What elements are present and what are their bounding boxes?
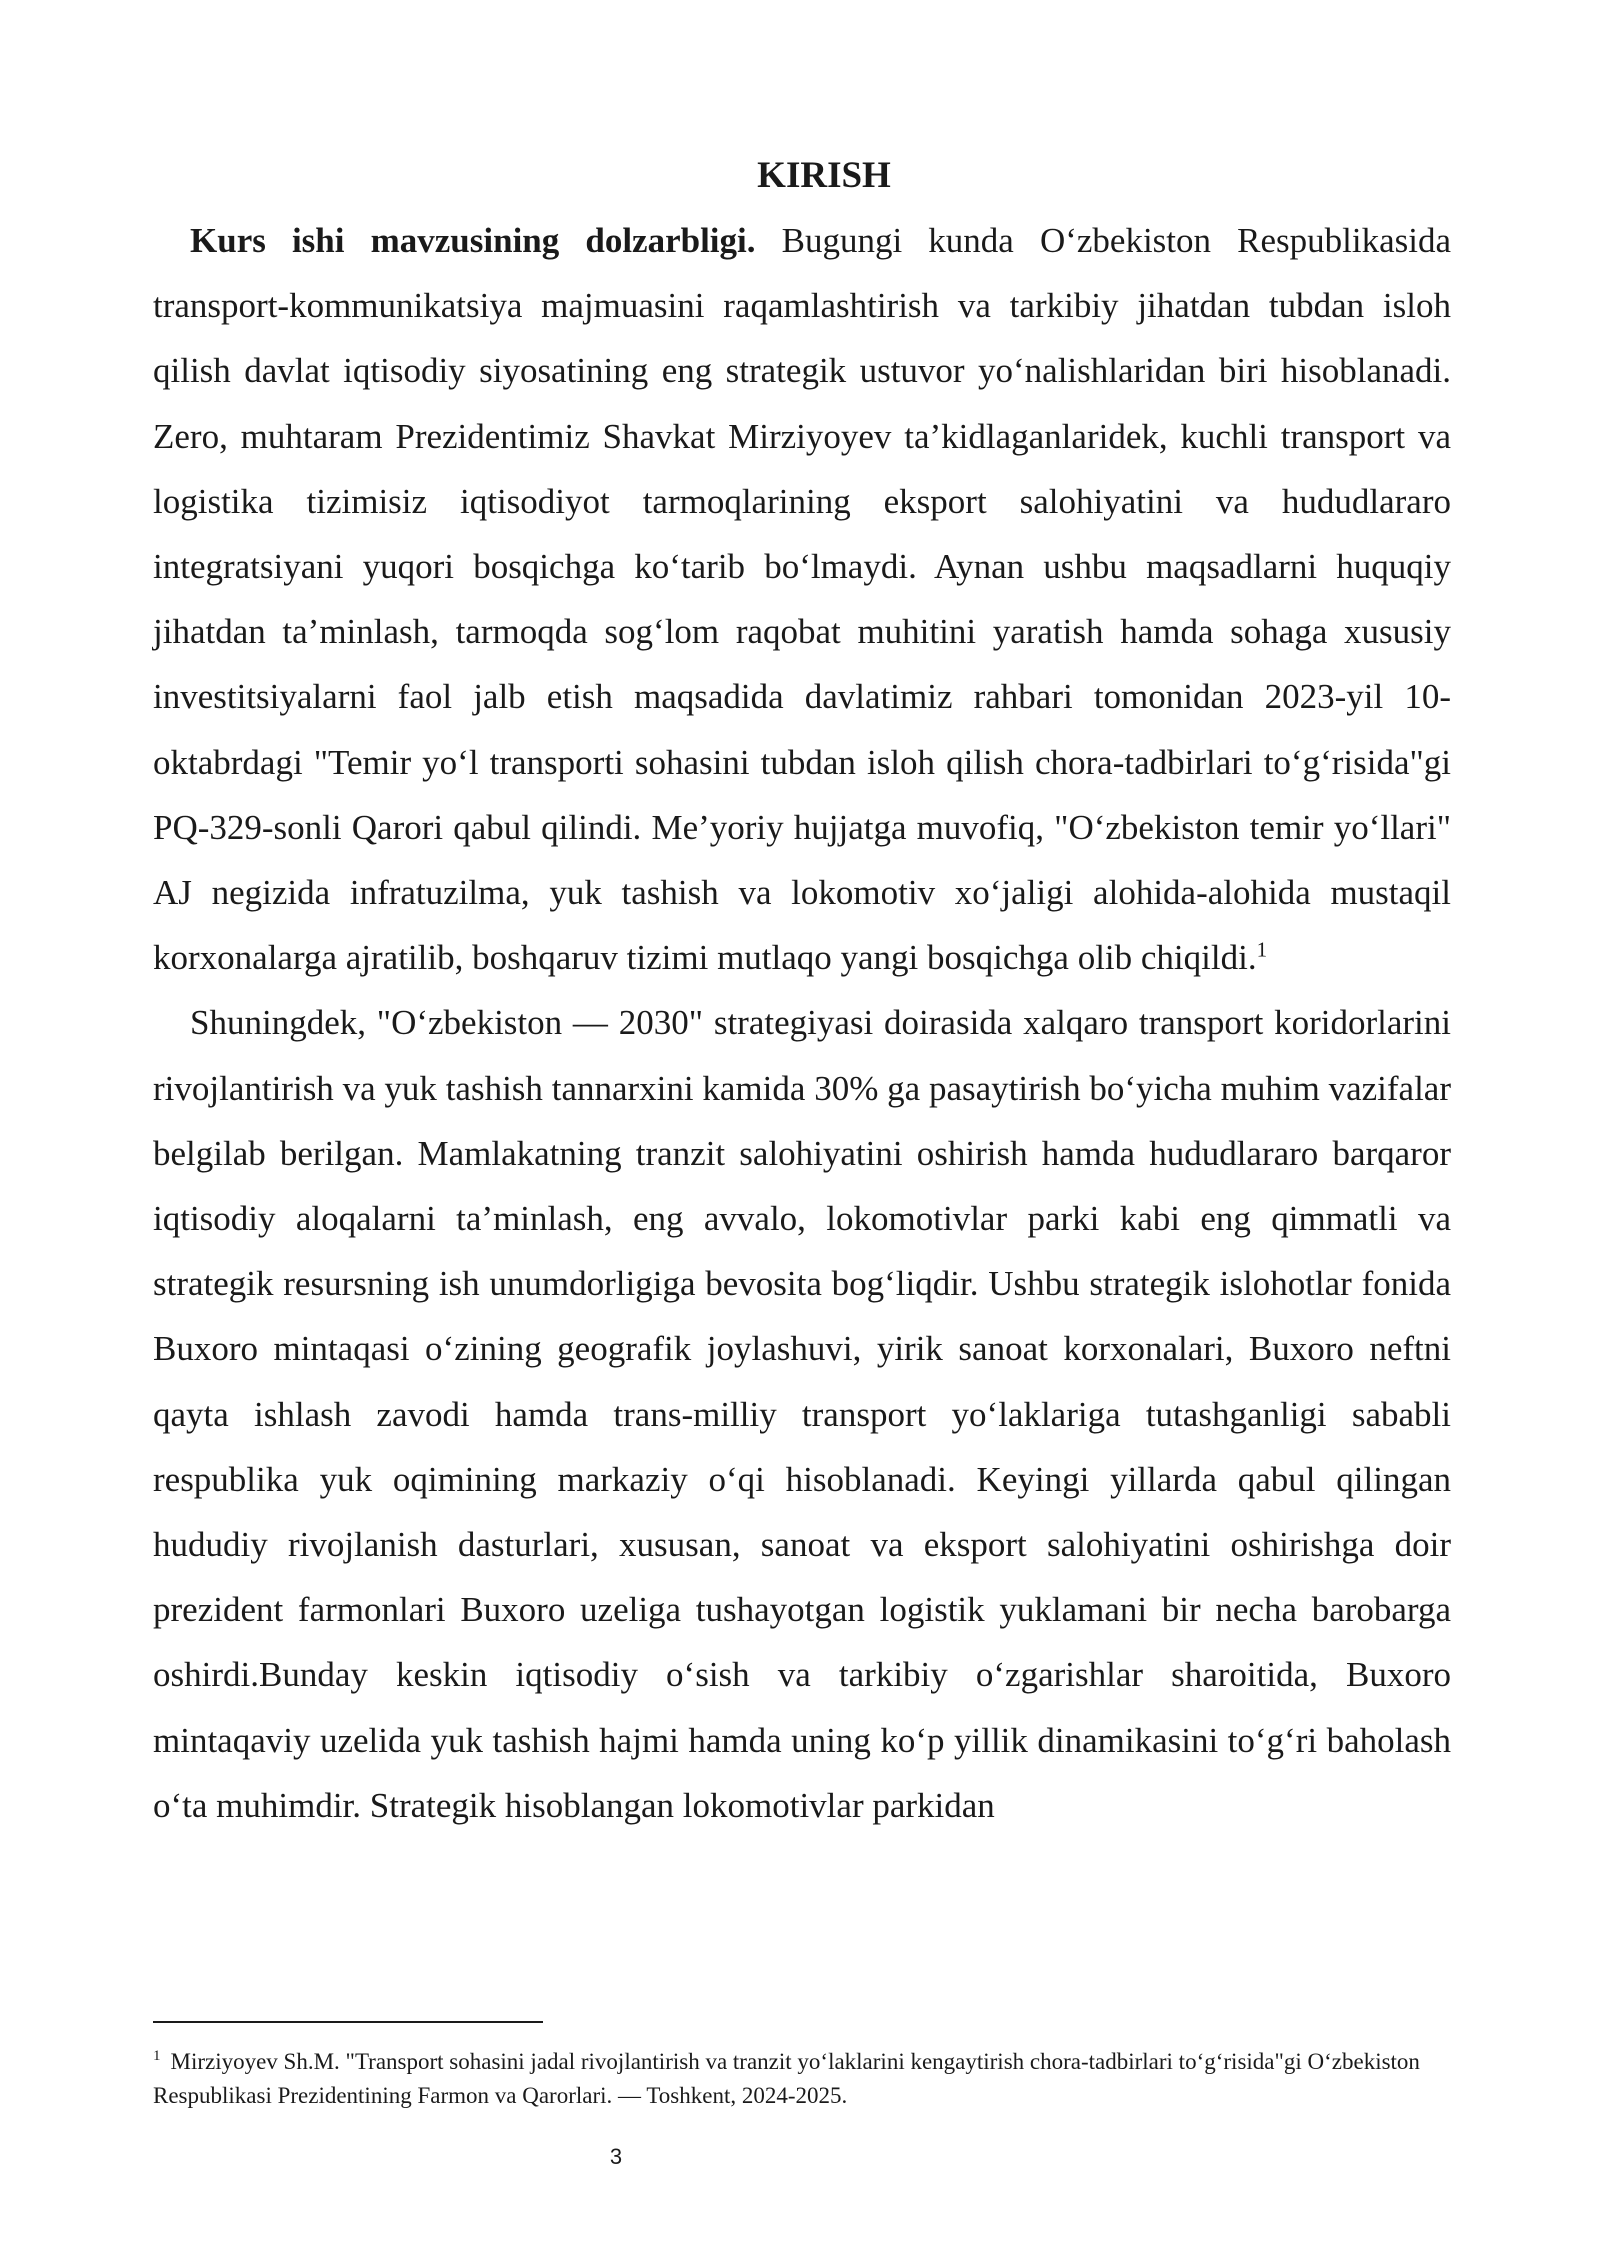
body-text [153,208,1451,1838]
page-number: 3 [609,2144,623,2169]
paragraph-1-text: Bugungi kunda O‘zbekiston Respublikasida transport-kommunikatsiya majmuasini raqamlashtirish va tarkibiy jihatdan tubdan isloh qilish davlat iqtisodiy siyosatining eng strategik ustuvor yo‘nalishlaridan biri hisoblanadi. Zero, muhtaram Prezidentimiz Shavkat Mirziyoyev ta’kidlaganlaridek, kuchli transport va logistika tizimisiz iqtisodiyot tarmoqlarining eksport salohiyatini va hududlararo integratsiyani yuqori bosqichga ko‘tarib bo‘lmaydi. Aynan ushbu maqsadlarni huquqiy jihatdan ta’minlash, tarmoqda sog‘lom raqobat muhitini yaratish hamda sohaga xususiy investitsiyalarni faol jalb etish maqsadida davlatimiz rahbari tomonidan 2023-yil 10-oktabrdagi "Temir yo‘l transporti sohasini tubdan isloh qilish chora-tadbirlari to‘g‘risida"gi PQ-329-sonli Qarori qabul qilindi. Me’yoriy hujjatga muvofiq, "O‘zbekiston temir yo‘llari" AJ negizida infratuzilma, yuk tashish va lokomotiv xo‘jaligi alohida-alohida mustaqil korxonalarga ajratilib, boshqaruv tizimi mutlaqo yangi bosqichga olib chiqildi. [153,221,1451,978]
footnote-reference[interactable]: 1 [1256,937,1268,962]
paragraph-2: Shuningdek, "O‘zbekiston — 2030" strategiyasi doirasida xalqaro transport koridorlarini rivojlantirish va yuk tashish tannarxini kamida 30% ga pasaytirish bo‘yicha muhim vazifalar belgilab berilgan. Mamlakatning tranzit salohiyatini oshirish hamda hududlararo barqaror iqtisodiy aloqalarni ta’minlash, eng avvalo, lokomotivlar parki kabi eng qimmatli va strategik resursning ish unumdorligiga bevosita bog‘liqdir. Ushbu strategik islohotlar fonida Buxoro mintaqasi o‘zining geografik joylashuvi, yirik sanoat korxonalari, Buxoro neftni qayta ishlash zavodi hamda trans-milliy transport yo‘laklariga tutashganligi sababli respublika yuk oqimining markaziy o‘qi hisoblanadi. Keyingi yillarda qabul qilingan hududiy rivojlanish dasturlari, xususan, sanoat va eksport salohiyatini oshirishga doir prezident farmonlari Buxoro uzeliga tushayotgan logistik yuklamani bir necha barobarga oshirdi.Bunday keskin iqtisodiy o‘sish va tarkibiy o‘zgarishlar sharoitida, Buxoro mintaqaviy uzelida yuk tashish hajmi hamda uning ko‘p yillik dinamikasini to‘g‘ri baholash o‘ta muhimdir. Strategik hisoblangan lokomotivlar parkidan [153,1003,1451,1825]
footnote [153,2045,1451,2113]
footnote-number: 1 [153,2048,161,2065]
footnote-text: Mirziyoyev Sh.M. "Transport sohasini jadal rivojlantirish va tranzit yo‘laklarini kengaytirish chora-tadbirlari to‘g‘risida"gi O‘zbekiston Respublikasi Prezidentining Farmon va Qarorlari. — Toshkent, 2024-2025. [153,2049,1420,2108]
paragraph-1 [153,208,1451,990]
footnote-separator [153,2021,543,2023]
paragraph-lead: Kurs ishi mavzusining dolzarbligi. [190,221,756,260]
page-title: KIRISH [757,155,891,196]
